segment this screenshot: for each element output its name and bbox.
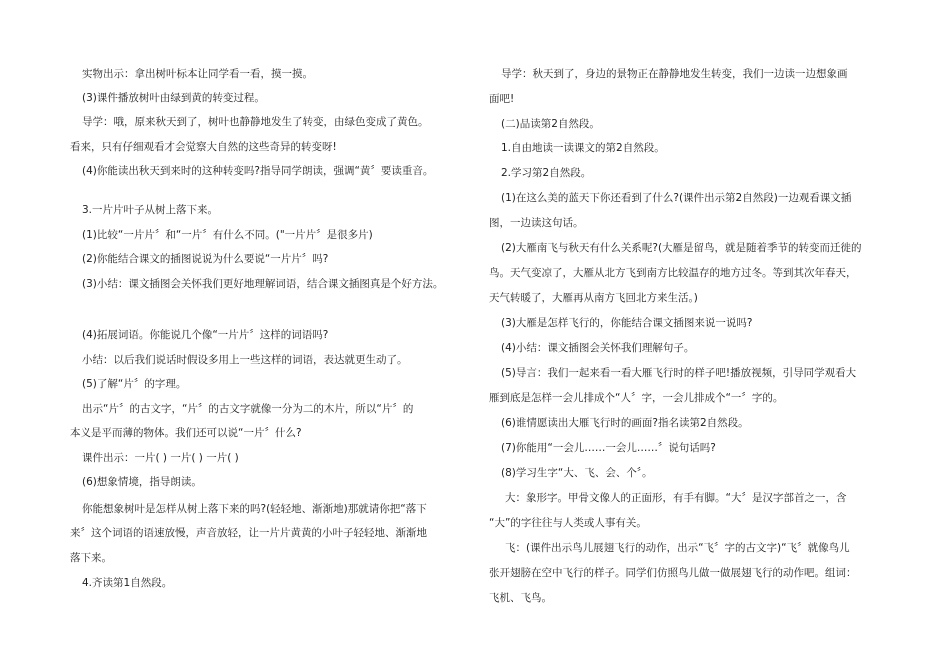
- paragraph-line: 张开翅膀在空中飞行的样子。同学们仿照鸟儿做一做展翅飞行的动作吧。组词：: [489, 567, 857, 579]
- paragraph-line: (2)大雁南飞与秋天有什么关系呢?(大雁是留鸟，就是随着季节的转变而迁徙的: [501, 242, 862, 254]
- paragraph-line: 来〞这个词语的语速放慢，声音放轻，让一片片黄黄的小叶子轻轻地、渐渐地: [70, 527, 427, 539]
- paragraph-line: (5)导言：我们一起来看一看大雁飞行时的样子吧!播放视频，引导同学观看大: [501, 367, 857, 379]
- paragraph-line: 1.自由地读一读课文的第2自然段。: [501, 142, 665, 154]
- paragraph-line: 天气转暖了，大雁再从南方飞回北方来生活。): [489, 292, 698, 304]
- paragraph-line: 本义是平而薄的物体。我们还可以说“一片〞什么?: [70, 427, 302, 439]
- paragraph-line: 实物出示：拿出树叶标本让同学看一看，摸一摸。: [82, 68, 313, 80]
- paragraph-line: (7)你能用“一会儿……一会儿……〞说句话吗?: [501, 442, 716, 454]
- paragraph-line: (3)课件播放树叶由绿到黄的转变过程。: [82, 92, 265, 104]
- paragraph-line: 雁到底是怎样一会儿排成个“人〞字，一会儿排成个“一〞字的。: [489, 392, 784, 404]
- paragraph-line: 2.学习第2自然段。: [501, 167, 592, 179]
- paragraph-line: 鸟。天气变凉了，大雁从北方飞到南方比较温存的地方过冬。等到其次年春天，: [489, 267, 857, 279]
- paragraph-line: (6)想象情境，指导朗读。: [82, 476, 202, 488]
- paragraph-line: (6)谁情愿读出大雁飞行时的画面?指名读第2自然段。: [501, 417, 749, 429]
- section-heading: 3.一片片叶子从树上落下来。: [82, 204, 219, 216]
- paragraph-line: “大”的字往往与人类或人事有关。: [489, 517, 647, 529]
- paragraph-line: (4)你能读出秋天到来时的这种转变吗?指导同学朗读，强调“黄〞要读重音。: [82, 165, 434, 177]
- section-heading: 4.齐读第1自然段。: [82, 577, 173, 589]
- paragraph-line: (4)小结：课文插图会关怀我们理解句子。: [501, 342, 695, 354]
- paragraph-line: (5)了解“片〞的字理。: [82, 378, 187, 390]
- paragraph-line: 小结：以后我们说话时假设多用上一些这样的词语，表达就更生动了。: [82, 354, 408, 366]
- paragraph-line: (3)小结：课文插图会关怀我们更好地理解词语，结合课文插图真是个好方法。: [82, 278, 444, 290]
- paragraph-line: (3)大雁是怎样飞行的，你能结合课文插图来说一说吗?: [501, 317, 753, 329]
- paragraph-line: 飞机、飞鸟。: [489, 592, 552, 604]
- paragraph-line: 出示“片〞的古文字，“片〞的古文字就像一分为二的木片，所以“片〞的: [82, 403, 414, 415]
- paragraph-line: 导学：哦，原来秋天到了，树叶也静静地发生了转变，由绿色变成了黄色。: [82, 116, 429, 128]
- paragraph-line: (1)比较“一片片〞和“一片〞有什么不同。("一片片〞是很多片): [82, 229, 373, 241]
- paragraph-line: 课件出示：一片( ) 一片( ) 一片( ): [82, 452, 239, 464]
- paragraph-line: 大：象形字。甲骨文像人的正面形，有手有脚。“大〞是汉字部首之一，含: [505, 492, 847, 504]
- paragraph-line: 飞：(课件出示鸟儿展翅飞行的动作，出示“飞〞字的古文字)“飞〞就像鸟儿: [505, 542, 850, 554]
- paragraph-line: 面吧!: [489, 93, 515, 105]
- paragraph-line: 落下来。: [70, 552, 112, 564]
- paragraph-line: 你能想象树叶是怎样从树上落下来的吗?(轻轻地、渐渐地)那就请你把“落下: [82, 503, 427, 515]
- paragraph-line: 导学：秋天到了，身边的景物正在静静地发生转变，我们一边读一边想象画: [501, 68, 848, 80]
- paragraph-line: (4)拓展词语。你能说几个像“一片片〞这样的词语吗?: [82, 329, 329, 341]
- paragraph-line: 图，一边读这句话。: [489, 217, 584, 229]
- paragraph-line: 看来，只有仔细观看才会觉察大自然的这些奇异的转变呀!: [70, 141, 337, 153]
- paragraph-line: (8)学习生字“大、飞、会、个〞。: [501, 467, 653, 479]
- paragraph-line: (2)你能结合课文的插图说说为什么要说“一片片〞吗?: [82, 253, 329, 265]
- paragraph-line: (1)在这么美的蓝天下你还看到了什么?(课件出示第2自然段)一边观看课文插: [501, 192, 852, 204]
- section-heading: (二)品读第2自然段。: [501, 118, 600, 130]
